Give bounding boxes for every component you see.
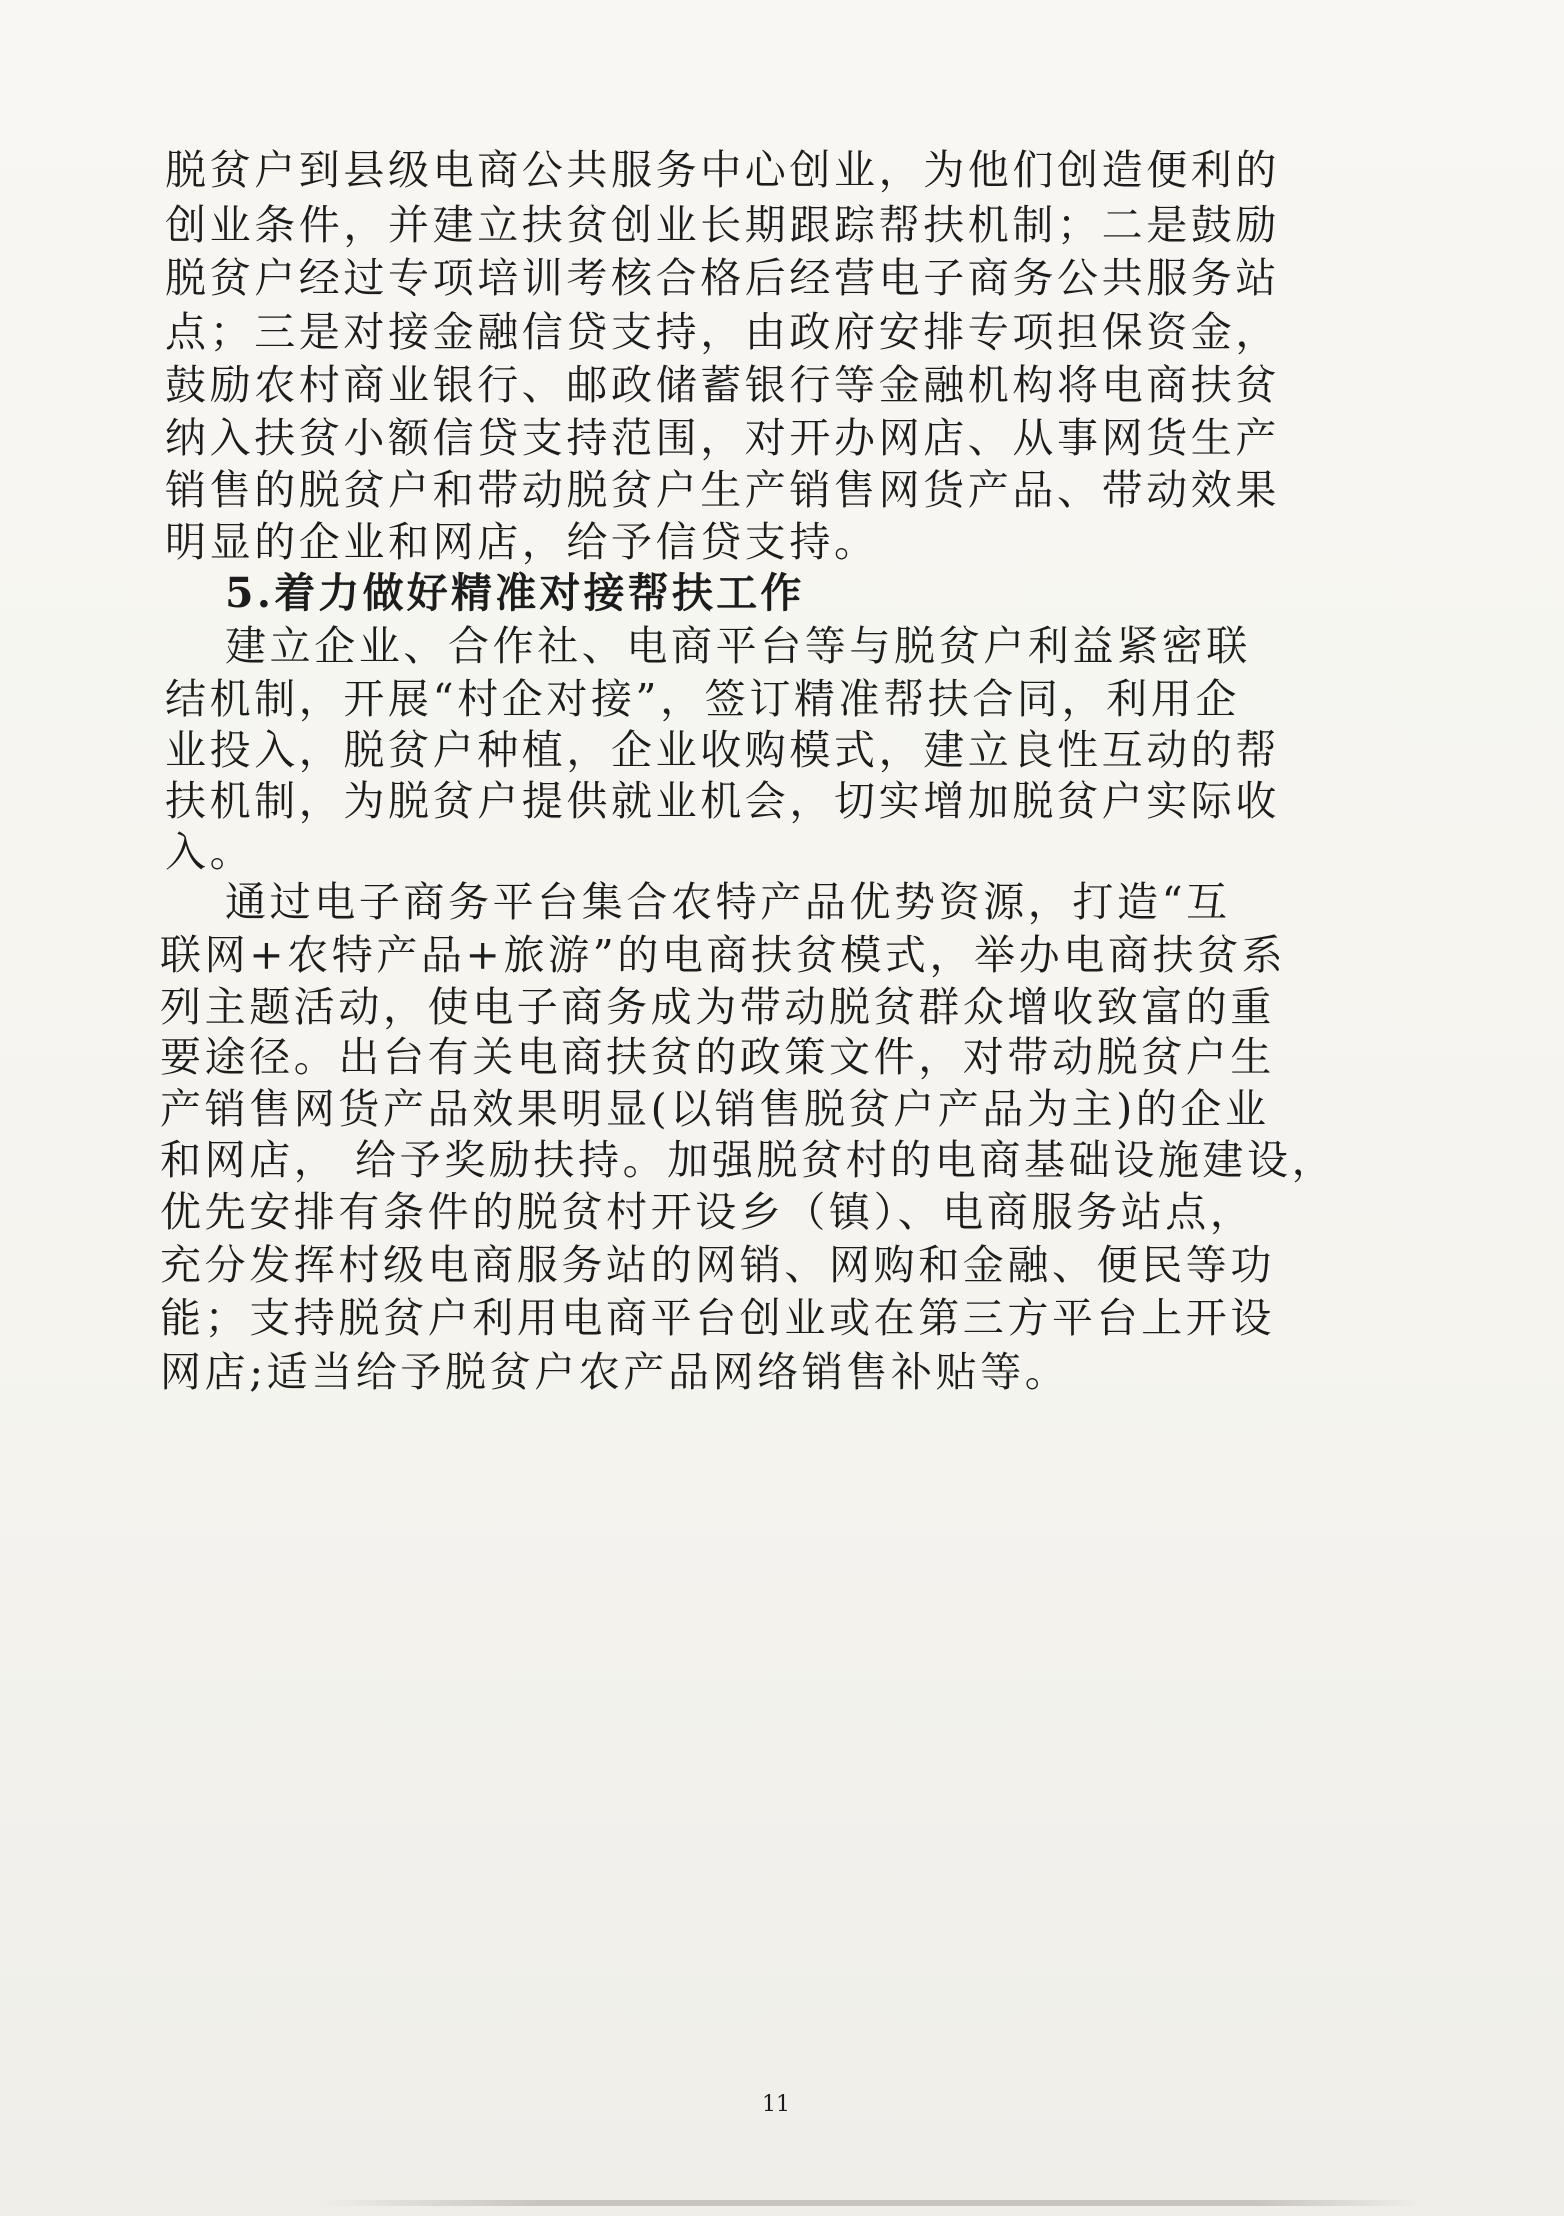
- body-line: 充分发挥村级电商服务站的网销、网购和金融、便民等功: [160, 1241, 1275, 1289]
- body-line: 业投入，脱贫户种植，企业收购模式，建立良性互动的帮: [165, 726, 1280, 774]
- body-line: 和网店， 给予奖励扶持。加强脱贫村的电商基础设施建设，: [160, 1136, 1337, 1184]
- body-line: 纳入扶贫小额信贷支持范围，对开办网店、从事网货生产: [165, 414, 1280, 462]
- body-line: 要途径。出台有关电商扶贫的政策文件，对带动脱贫户生: [160, 1033, 1275, 1081]
- body-line: 结机制，开展“村企对接”，签订精准帮扶合同，利用企: [165, 675, 1240, 723]
- body-line: 脱贫户到县级电商公共服务中心创业，为他们创造便利的: [165, 146, 1280, 194]
- body-line: 销售的脱贫户和带动脱贫户生产销售网货产品、带动效果: [165, 466, 1280, 514]
- body-line: 网店;适当给予脱贫户农产品网络销售补贴等。: [160, 1348, 1070, 1396]
- body-line: 能；支持脱贫户利用电商平台创业或在第三方平台上开设: [160, 1294, 1275, 1342]
- body-line: 明显的企业和网店，给予信贷支持。: [165, 518, 879, 566]
- page-number: 11: [762, 2092, 790, 2117]
- page-bottom-edge: [320, 2200, 1420, 2206]
- body-line: 联网+农特产品+旅游”的电商扶贫模式，举办电商扶贫系: [160, 931, 1287, 979]
- body-line: 产销售网货产品效果明显(以销售脱贫户产品为主)的企业: [160, 1085, 1270, 1133]
- body-line: 通过电子商务平台集合农特产品优势资源，打造“互: [225, 878, 1231, 926]
- body-line: 创业条件，并建立扶贫创业长期跟踪帮扶机制；二是鼓励: [165, 201, 1280, 249]
- body-line: 入。: [165, 828, 255, 876]
- body-line: 点；三是对接金融信贷支持，由政府安排专项担保资金，: [165, 308, 1280, 356]
- body-line: 建立企业、合作社、电商平台等与脱贫户利益紧密联: [225, 622, 1251, 670]
- body-line: 列主题活动，使电子商务成为带动脱贫群众增收致富的重: [160, 983, 1275, 1031]
- body-line: 脱贫户经过专项培训考核合格后经营电子商务公共服务站: [165, 254, 1280, 302]
- section-heading: 5.着力做好精准对接帮扶工作: [225, 569, 805, 617]
- body-line: 优先安排有条件的脱贫村开设乡（镇）、电商服务站点，: [160, 1188, 1255, 1236]
- body-line: 扶机制，为脱贫户提供就业机会，切实增加脱贫户实际收: [165, 777, 1280, 825]
- body-line: 鼓励农村商业银行、邮政储蓄银行等金融机构将电商扶贫: [165, 361, 1280, 409]
